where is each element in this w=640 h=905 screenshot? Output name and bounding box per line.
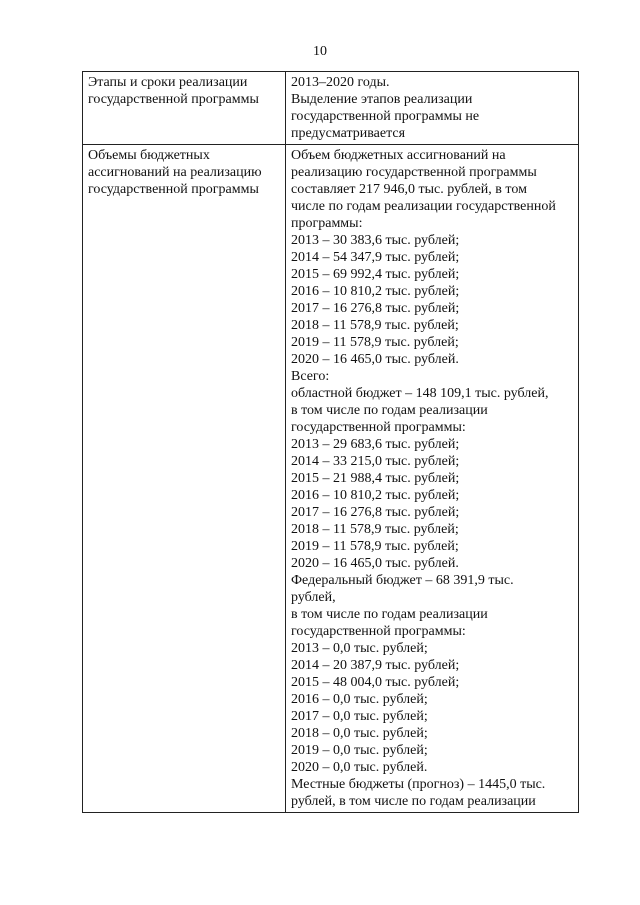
text-line: 2013 – 0,0 тыс. рублей; [291, 641, 428, 656]
text-line: Федеральный бюджет – 68 391,9 тыс. [291, 573, 514, 588]
page-number: 10 [313, 44, 327, 59]
row-label-cell [83, 72, 286, 145]
text-line: Всего: [291, 369, 330, 384]
text-line: рублей, в том числе по годам реализации [291, 794, 536, 809]
text-line: 2020 – 16 465,0 тыс. рублей. [291, 556, 459, 571]
text-line: 2018 – 0,0 тыс. рублей; [291, 726, 428, 741]
row-label-cell [83, 145, 286, 813]
text-line: 2016 – 10 810,2 тыс. рублей; [291, 488, 460, 503]
text-line: государственной программы [88, 182, 259, 197]
text-line: государственной программы не [291, 109, 480, 124]
text-line: 2014 – 20 387,9 тыс. рублей; [291, 658, 460, 673]
text-line: составляет 217 946,0 тыс. рублей, в том [291, 182, 527, 197]
text-line: 2017 – 16 276,8 тыс. рублей; [291, 505, 460, 520]
text-line: предусматривается [291, 126, 406, 141]
program-passport-table [82, 71, 579, 813]
text-line: 2013–2020 годы. [291, 75, 390, 90]
text-line: в том числе по годам реализации [291, 403, 488, 418]
text-line: 2016 – 0,0 тыс. рублей; [291, 692, 428, 707]
text-line: 2020 – 0,0 тыс. рублей. [291, 760, 428, 775]
text-line: рублей, [291, 590, 336, 605]
text-line: Выделение этапов реализации [291, 92, 473, 107]
text-line: Местные бюджеты (прогноз) – 1445,0 тыс. [291, 777, 546, 792]
text-line: 2015 – 48 004,0 тыс. рублей; [291, 675, 460, 690]
text-line: 2013 – 29 683,6 тыс. рублей; [291, 437, 460, 452]
text-line: 2017 – 16 276,8 тыс. рублей; [291, 301, 460, 316]
row-content-cell [286, 145, 579, 813]
text-line: 2018 – 11 578,9 тыс. рублей; [291, 522, 459, 537]
text-line: 2013 – 30 383,6 тыс. рублей; [291, 233, 460, 248]
text-line: 2019 – 11 578,9 тыс. рублей; [291, 335, 459, 350]
text-line: ассигнований на реализацию [88, 165, 262, 180]
table-row-budget [83, 145, 579, 813]
text-line: Этапы и сроки реализации [88, 75, 248, 90]
text-line: 2014 – 33 215,0 тыс. рублей; [291, 454, 460, 469]
text-line: 2017 – 0,0 тыс. рублей; [291, 709, 428, 724]
text-line: 2015 – 69 992,4 тыс. рублей; [291, 267, 460, 282]
text-line: Объем бюджетных ассигнований на [291, 148, 506, 163]
text-line: числе по годам реализации государственной [291, 199, 556, 214]
text-line: государственной программы: [291, 420, 466, 435]
text-line: 2015 – 21 988,4 тыс. рублей; [291, 471, 460, 486]
text-line: 2014 – 54 347,9 тыс. рублей; [291, 250, 460, 265]
text-line: программы: [291, 216, 363, 231]
table-row-stages [83, 72, 579, 145]
text-line: 2019 – 11 578,9 тыс. рублей; [291, 539, 459, 554]
text-line: 2020 – 16 465,0 тыс. рублей. [291, 352, 459, 367]
text-line: 2019 – 0,0 тыс. рублей; [291, 743, 428, 758]
text-line: 2018 – 11 578,9 тыс. рублей; [291, 318, 459, 333]
text-line: 2016 – 10 810,2 тыс. рублей; [291, 284, 460, 299]
text-line: областной бюджет – 148 109,1 тыс. рублей, [291, 386, 549, 401]
text-line: государственной программы [88, 92, 259, 107]
text-line: государственной программы: [291, 624, 466, 639]
text-line: Объемы бюджетных [88, 148, 210, 163]
row-content-cell [286, 72, 579, 145]
text-line: в том числе по годам реализации [291, 607, 488, 622]
text-line: реализацию государственной программы [291, 165, 537, 180]
